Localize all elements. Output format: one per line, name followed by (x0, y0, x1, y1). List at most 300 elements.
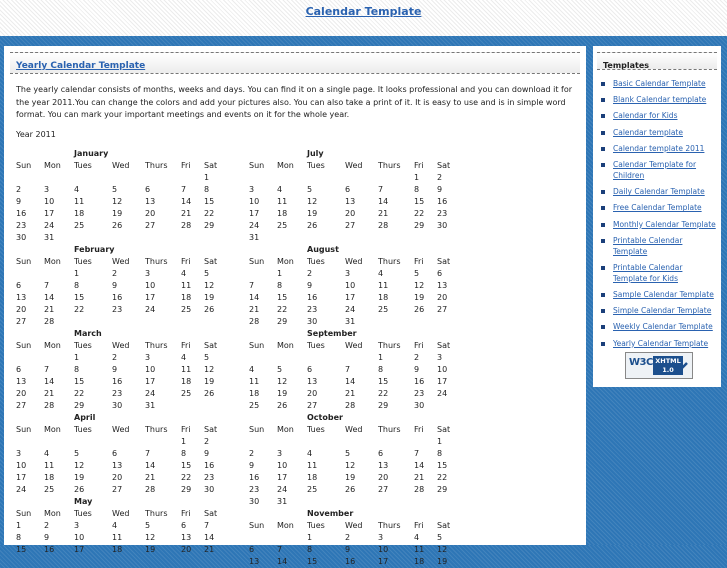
day-cell (307, 232, 345, 244)
day-cell: 23 (112, 305, 123, 314)
day-cell (249, 436, 277, 448)
year-label: Year 2011 (16, 129, 56, 139)
day-cell: 21 (204, 545, 215, 554)
square-bullet-icon (601, 190, 605, 194)
day-cell (345, 496, 378, 508)
day-cell: 2 (437, 173, 443, 182)
post-title-bar (10, 52, 580, 74)
day-cell: 23 (16, 221, 27, 230)
weekday-header: Fri (414, 425, 424, 434)
week-row (249, 220, 463, 232)
day-cell: 5 (145, 521, 151, 530)
day-cell: 19 (437, 557, 448, 566)
square-bullet-icon (601, 325, 605, 329)
weekday-header: Thurs (378, 425, 401, 434)
weekday-header: Sun (16, 509, 32, 518)
day-cell: 16 (437, 197, 448, 206)
day-cell: 9 (204, 449, 210, 458)
day-cell: 19 (277, 389, 288, 398)
day-cell: 1 (307, 533, 313, 542)
day-cell: 22 (414, 209, 425, 218)
day-cell: 21 (44, 389, 55, 398)
day-cell: 21 (44, 305, 55, 314)
week-row (249, 484, 463, 496)
day-cell: 2 (16, 185, 22, 194)
square-bullet-icon (601, 342, 605, 346)
month-name: March (74, 329, 102, 338)
sidebar-link[interactable]: Calendar for Kids (613, 111, 678, 121)
weekday-header: Mon (277, 425, 294, 434)
square-bullet-icon (601, 266, 605, 270)
sidebar-link-item (599, 186, 717, 197)
day-cell: 7 (181, 185, 187, 194)
day-cell: 2 (414, 353, 420, 362)
day-cell (277, 232, 307, 244)
day-cell: 15 (74, 293, 85, 302)
day-cell: 9 (437, 185, 443, 194)
day-cell: 4 (181, 353, 187, 362)
day-cell: 26 (277, 401, 288, 410)
day-cell: 11 (44, 461, 55, 470)
weekday-header: Fri (181, 161, 191, 170)
day-cell: 15 (204, 197, 215, 206)
sidebar-link-item (599, 219, 717, 230)
day-cell (44, 436, 74, 448)
weekday-header: Thurs (145, 257, 168, 266)
day-cell: 10 (249, 197, 260, 206)
day-cell (277, 352, 307, 364)
day-cell (277, 436, 307, 448)
week-row (249, 280, 463, 292)
weekday-header: Wed (345, 521, 363, 530)
month-name: October (307, 413, 343, 422)
day-cell: 8 (437, 449, 443, 458)
day-cell: 5 (345, 449, 351, 458)
week-row (16, 304, 230, 316)
weekday-header: Tues (74, 509, 92, 518)
day-cell: 11 (112, 533, 123, 542)
day-cell: 5 (414, 269, 420, 278)
week-row (249, 304, 463, 316)
day-cell: 9 (414, 365, 420, 374)
day-cell: 15 (378, 377, 389, 386)
day-cell: 21 (414, 473, 425, 482)
sidebar-link[interactable]: Daily Calendar Template (613, 187, 705, 197)
month-name: April (74, 413, 96, 422)
weekday-header: Mon (44, 341, 61, 350)
day-cell: 18 (307, 473, 318, 482)
day-cell: 31 (145, 401, 156, 410)
day-cell: 29 (378, 401, 389, 410)
sidebar (593, 46, 721, 387)
day-cell: 17 (145, 377, 156, 386)
day-cell: 3 (437, 353, 443, 362)
day-cell: 27 (437, 305, 448, 314)
day-cell (414, 436, 437, 448)
month-table-may (16, 496, 230, 556)
weekday-header: Sat (437, 161, 451, 170)
sidebar-link[interactable]: Blank Calendar template (613, 95, 707, 105)
day-cell: 13 (307, 377, 318, 386)
post-intro: The yearly calendar consists of months, weeks and days. You can find it on a single page. It looks professional and you can download it for the year 2011.You can change the colors and add your pictures also. You can also take a print of it. It is easy to use and is in simple word format. You can mark your important meetings and events on it for the whole year. (16, 85, 573, 119)
day-cell: 14 (414, 461, 425, 470)
day-cell: 3 (145, 269, 151, 278)
day-cell (16, 268, 44, 280)
square-bullet-icon (601, 147, 605, 151)
weekday-header: Sat (204, 425, 218, 434)
day-cell: 5 (277, 365, 283, 374)
day-cell: 26 (204, 389, 215, 398)
day-cell: 8 (307, 545, 313, 554)
square-bullet-icon (601, 163, 605, 167)
day-cell: 5 (307, 185, 313, 194)
weekday-header: Wed (345, 425, 363, 434)
week-row (16, 448, 230, 460)
day-cell: 26 (112, 221, 123, 230)
month-name: May (74, 497, 93, 506)
day-cell: 1 (277, 269, 283, 278)
day-cell: 12 (112, 197, 123, 206)
day-cell: 8 (378, 365, 384, 374)
day-cell: 19 (345, 473, 356, 482)
week-row (249, 196, 463, 208)
week-row (16, 268, 230, 280)
day-cell: 14 (345, 377, 356, 386)
day-cell: 20 (307, 389, 318, 398)
day-cell: 18 (74, 209, 85, 218)
day-cell: 6 (345, 185, 351, 194)
day-cell: 9 (307, 281, 313, 290)
sidebar-link[interactable]: Simple Calendar Template (613, 306, 712, 316)
sidebar-link[interactable]: Printable Calendar Template for Kids (613, 262, 683, 283)
weekday-header: Tues (307, 161, 325, 170)
day-cell: 27 (112, 485, 123, 494)
square-bullet-icon (601, 293, 605, 297)
weekday-header: Sat (437, 521, 451, 530)
day-cell: 10 (74, 533, 85, 542)
week-row (16, 292, 230, 304)
day-cell: 11 (74, 197, 85, 206)
day-cell: 17 (277, 473, 288, 482)
day-cell (437, 400, 463, 412)
week-row (16, 400, 230, 412)
month-table-november (249, 508, 463, 568)
weekday-header: Tues (74, 341, 92, 350)
day-cell (378, 316, 414, 328)
sidebar-link[interactable]: Calendar Template for Children (613, 159, 697, 180)
weekday-header: Fri (414, 257, 424, 266)
weekday-header: Sun (249, 161, 265, 170)
day-cell (414, 496, 437, 508)
day-cell: 13 (112, 461, 123, 470)
day-cell: 11 (181, 365, 192, 374)
day-cell: 8 (74, 365, 80, 374)
day-cell: 18 (44, 473, 55, 482)
day-cell: 23 (112, 389, 123, 398)
day-cell: 25 (181, 305, 192, 314)
sidebar-link[interactable]: Free Calendar Template (613, 203, 702, 213)
post-title-link[interactable]: Yearly Calendar Template (16, 61, 146, 71)
week-row (16, 232, 230, 244)
day-cell: 8 (204, 185, 210, 194)
day-cell: 29 (181, 485, 192, 494)
day-cell: 10 (378, 545, 389, 554)
day-cell: 5 (112, 185, 118, 194)
weekday-header: Sun (16, 257, 32, 266)
day-cell (437, 496, 463, 508)
weekday-header: Tues (307, 521, 325, 530)
sidebar-link-item (599, 127, 717, 138)
week-row (249, 460, 463, 472)
day-cell: 19 (204, 293, 215, 302)
day-cell: 11 (277, 197, 288, 206)
day-cell: 14 (44, 377, 55, 386)
day-cell: 20 (378, 473, 389, 482)
day-cell: 11 (378, 281, 389, 290)
sidebar-link[interactable]: Basic Calendar Template (613, 79, 706, 88)
weekday-header: Sat (204, 341, 218, 350)
sidebar-link-item (599, 321, 717, 332)
weekday-header: Wed (112, 509, 130, 518)
week-row (16, 220, 230, 232)
square-bullet-icon (601, 131, 605, 135)
sidebar-link-item (599, 143, 717, 154)
day-cell (181, 316, 204, 328)
day-cell: 30 (307, 317, 318, 326)
day-cell: 4 (249, 365, 255, 374)
day-cell: 26 (307, 221, 318, 230)
week-row (16, 472, 230, 484)
day-cell: 8 (414, 185, 420, 194)
day-cell: 16 (249, 473, 260, 482)
day-cell: 3 (249, 185, 255, 194)
day-cell: 25 (74, 221, 85, 230)
day-cell: 30 (414, 401, 425, 410)
month-name: January (74, 149, 109, 158)
main-content (4, 46, 586, 566)
month-table-july (249, 148, 463, 244)
day-cell (307, 496, 345, 508)
sidebar-link-item (599, 338, 717, 349)
day-cell (74, 316, 112, 328)
weekday-header: Mon (44, 161, 61, 170)
weekday-header: Wed (112, 425, 130, 434)
day-cell: 27 (16, 401, 27, 410)
sidebar-link-item (599, 159, 717, 181)
day-cell: 25 (181, 389, 192, 398)
day-cell (16, 436, 44, 448)
day-cell: 15 (437, 461, 448, 470)
weekday-header: Sat (204, 257, 218, 266)
weekday-header: Sat (437, 425, 451, 434)
day-cell (181, 232, 204, 244)
day-cell: 17 (249, 209, 260, 218)
day-cell: 24 (437, 389, 448, 398)
day-cell: 22 (74, 389, 85, 398)
sidebar-link[interactable]: Yearly Calendar Template (613, 338, 709, 348)
week-row (16, 316, 230, 328)
day-cell: 17 (345, 293, 356, 302)
day-cell: 19 (74, 473, 85, 482)
day-cell: 16 (204, 461, 215, 470)
day-cell: 1 (16, 521, 22, 530)
day-cell: 28 (44, 401, 55, 410)
sidebar-link[interactable]: Monthly Calendar Template (613, 219, 716, 229)
day-cell (16, 172, 44, 184)
day-cell: 25 (44, 485, 55, 494)
week-row (249, 208, 463, 220)
sidebar-link[interactable]: Weekly Calendar Template (613, 322, 713, 332)
day-cell: 24 (249, 221, 260, 230)
day-cell: 29 (74, 401, 85, 410)
day-cell: 7 (277, 545, 283, 554)
sidebar-link[interactable]: Calendar template 2011 (613, 143, 705, 153)
weekday-header: Fri (181, 509, 191, 518)
day-cell: 19 (112, 209, 123, 218)
day-cell: 9 (112, 365, 118, 374)
week-row (16, 196, 230, 208)
day-cell: 8 (16, 533, 22, 542)
week-row (249, 436, 463, 448)
day-cell: 16 (345, 557, 356, 566)
day-cell: 1 (378, 353, 384, 362)
day-cell (414, 316, 437, 328)
day-cell: 19 (145, 545, 156, 554)
calendar-column-right (249, 148, 463, 568)
day-cell: 11 (414, 545, 425, 554)
week-row (16, 544, 230, 556)
day-cell: 12 (437, 545, 448, 554)
day-cell: 5 (204, 269, 210, 278)
day-cell (249, 172, 277, 184)
day-cell: 3 (277, 449, 283, 458)
xhtml-version-text: 1.0 (662, 366, 674, 374)
weekday-header: Fri (414, 341, 424, 350)
day-cell: 9 (44, 533, 50, 542)
site-title-link[interactable]: Calendar Template (305, 5, 422, 18)
day-cell: 17 (437, 377, 448, 386)
day-cell: 19 (414, 293, 425, 302)
week-row (249, 544, 463, 556)
day-cell: 23 (437, 209, 448, 218)
day-cell: 14 (378, 197, 389, 206)
day-cell: 2 (307, 269, 313, 278)
day-cell: 29 (414, 221, 425, 230)
square-bullet-icon (601, 98, 605, 102)
day-cell (181, 172, 204, 184)
day-cell: 1 (74, 269, 80, 278)
weekday-header: Sun (16, 161, 32, 170)
month-table-january (16, 148, 230, 244)
day-cell (112, 232, 145, 244)
day-cell (145, 232, 181, 244)
day-cell (277, 172, 307, 184)
w3c-xhtml-badge[interactable] (625, 352, 693, 379)
day-cell: 21 (378, 209, 389, 218)
day-cell: 22 (437, 473, 448, 482)
week-row (16, 364, 230, 376)
day-cell: 10 (145, 365, 156, 374)
day-cell: 4 (112, 521, 118, 530)
xhtml-label-text: XHTML (655, 357, 681, 365)
day-cell: 7 (204, 521, 210, 530)
day-cell: 12 (204, 281, 215, 290)
sidebar-link[interactable]: Calendar template (613, 127, 683, 137)
sidebar-link-list (593, 78, 721, 349)
day-cell: 8 (277, 281, 283, 290)
day-cell: 25 (378, 305, 389, 314)
weekday-header: Thurs (378, 161, 401, 170)
day-cell (414, 232, 437, 244)
day-cell: 10 (277, 461, 288, 470)
day-cell: 3 (16, 449, 22, 458)
day-cell: 6 (307, 365, 313, 374)
week-row (249, 184, 463, 196)
day-cell: 16 (44, 545, 55, 554)
day-cell: 13 (16, 377, 27, 386)
day-cell: 4 (414, 533, 420, 542)
month-table-october (249, 412, 463, 508)
day-cell: 8 (181, 449, 187, 458)
week-row (16, 280, 230, 292)
day-cell: 17 (378, 557, 389, 566)
week-row (249, 448, 463, 460)
weekday-header: Sun (16, 341, 32, 350)
day-cell: 10 (16, 461, 27, 470)
day-cell: 20 (145, 209, 156, 218)
day-cell: 23 (414, 389, 425, 398)
day-cell: 23 (307, 305, 318, 314)
day-cell (204, 232, 230, 244)
month-table-march (16, 328, 230, 412)
day-cell (74, 436, 112, 448)
weekday-header: Sun (16, 425, 32, 434)
day-cell: 16 (414, 377, 425, 386)
day-cell: 15 (307, 557, 318, 566)
sidebar-link[interactable]: Printable Calendar Template (613, 235, 683, 256)
day-cell: 14 (44, 293, 55, 302)
day-cell: 1 (74, 353, 80, 362)
day-cell (204, 400, 230, 412)
day-cell (378, 436, 414, 448)
day-cell: 18 (249, 389, 260, 398)
weekday-header: Fri (181, 257, 191, 266)
day-cell: 22 (181, 473, 192, 482)
weekday-header: Mon (44, 425, 61, 434)
weekday-header: Mon (277, 161, 294, 170)
day-cell: 19 (204, 377, 215, 386)
day-cell: 11 (249, 377, 260, 386)
day-cell (249, 532, 277, 544)
day-cell (345, 232, 378, 244)
week-row (249, 364, 463, 376)
day-cell: 2 (112, 353, 118, 362)
day-cell: 26 (204, 305, 215, 314)
weekday-header: Wed (112, 257, 130, 266)
day-cell: 30 (204, 485, 215, 494)
day-cell: 27 (145, 221, 156, 230)
day-cell: 12 (414, 281, 425, 290)
day-cell (378, 496, 414, 508)
day-cell: 31 (345, 317, 356, 326)
weekday-header: Tues (307, 257, 325, 266)
day-cell (44, 172, 74, 184)
sidebar-title-bar (597, 52, 717, 70)
day-cell: 12 (74, 461, 85, 470)
sidebar-link[interactable]: Sample Calendar Template (613, 290, 714, 300)
day-cell: 15 (414, 197, 425, 206)
week-row (16, 436, 230, 448)
